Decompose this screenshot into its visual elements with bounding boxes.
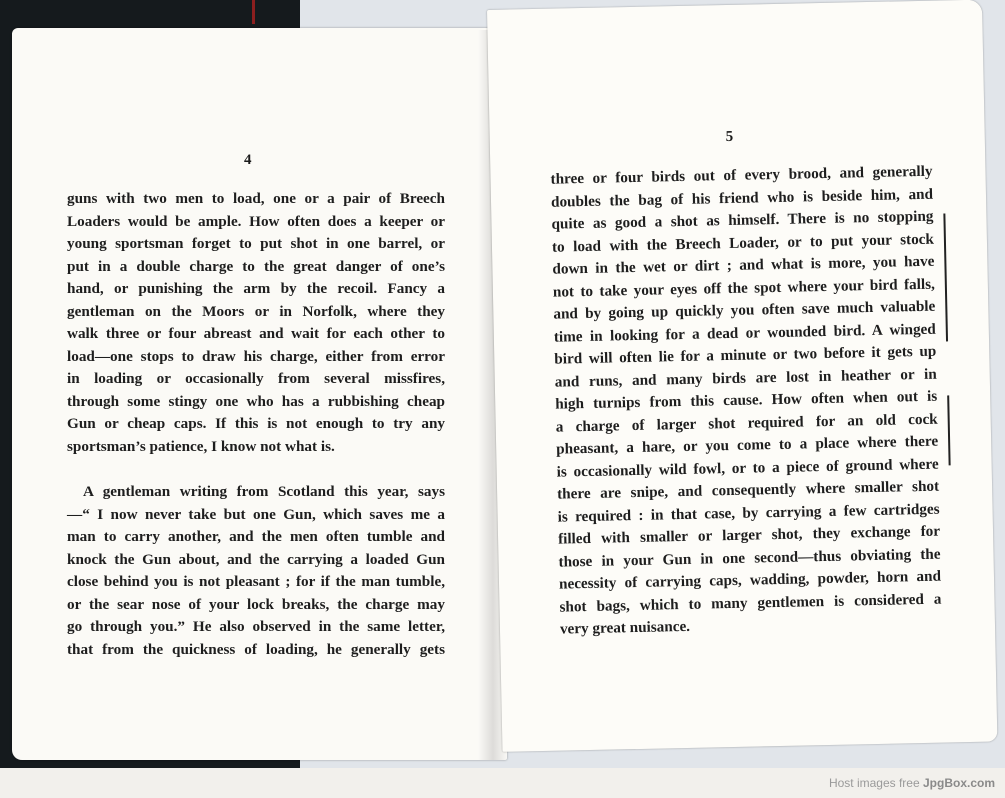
text-line: put in a double charge to the great danger of one’s (67, 257, 445, 275)
text-line: necessity of carrying caps, wadding, powder, horn and (558, 567, 942, 593)
margin-line-mark (943, 213, 948, 341)
text-line: Loaders would be ample. How often does a keeper or (67, 212, 445, 230)
margin-line-mark (947, 395, 950, 465)
text-line: and runs, and many birds are lost in heather or in (554, 365, 937, 391)
text-line: guns with two men to load, one or a pair of Breech (67, 190, 445, 207)
text-line: close behind you is not pleasant ; for if the man tumble, (67, 573, 445, 590)
text-line: there are snipe, and consequently where smaller shot (556, 477, 940, 503)
text-line: or the sear nose of your lock breaks, the charge may (67, 595, 445, 613)
image-host-footer (0, 768, 1005, 798)
text-line: A gentleman writing from Scotland this year, says (83, 483, 445, 500)
credit-brand: JpgBox.com (922, 776, 995, 790)
text-line: through some stingy one who has a rubbishing cheap (67, 392, 445, 410)
text-line: doubles the bag of his friend who is beside him, and (550, 185, 934, 211)
page-text (550, 161, 942, 641)
text-line: sportsman’s patience, I know not what is. (67, 437, 335, 455)
text-line: pheasant, a hare, or you come to a place where there (556, 432, 939, 458)
text-line: bird will often lie for a minute or two before it gets up (554, 342, 937, 368)
text-line: very great nuisance. (559, 617, 691, 638)
text-line: quite as good a shot as himself. There is no stopping (551, 207, 934, 233)
left-page (12, 28, 507, 760)
text-line: load—one stops to draw his charge, either from error (67, 347, 445, 365)
text-line: is occasionally wild fowl, or to a piece of ground where (556, 455, 939, 481)
host-credit[interactable] (829, 776, 995, 790)
text-line: that from the quickness of loading, he generally gets (67, 640, 445, 658)
page-number: 5 (725, 128, 734, 146)
text-line: man to carry another, and the men often tumble and (67, 528, 445, 545)
text-line: a charge of larger shot required for an old cock (555, 410, 938, 436)
text-line: is required : in that case, by carrying a few cartridges (557, 500, 940, 526)
text-line: in loading or occasionally from several missfires, (67, 370, 445, 387)
red-mark (252, 0, 255, 24)
text-line: go through you.” He also observed in the same letter, (67, 618, 445, 635)
text-line: walk three or four abreast and wait for each other to (67, 325, 445, 342)
credit-prefix: Host images free (828, 776, 923, 790)
text-line: gentleman on the Moors or in Norfolk, where they (67, 302, 445, 320)
text-line: Gun or cheap caps. If this is not enough to try any (67, 415, 445, 432)
text-line: those in your Gun in one second—thus obviating the (558, 545, 941, 571)
right-page (487, 0, 997, 752)
text-line: young sportsman forget to put shot in one barrel, or (67, 235, 445, 252)
text-line: time in looking for a dead or wounded bird. A winged (553, 320, 936, 346)
text-line: —“ I now never take but one Gun, which saves me a (67, 505, 445, 523)
text-line: shot bags, which to many gentlemen is considered a (559, 590, 942, 616)
page-number: 4 (244, 152, 252, 168)
page-text (67, 188, 445, 661)
text-line: high turnips from this cause. How often when out is (555, 387, 938, 413)
text-line: down in the wet or dirt ; and what is more, you have (552, 252, 935, 278)
text-line: knock the Gun about, and the carrying a loaded Gun (67, 550, 445, 568)
text-line: hand, or punishing the arm by the recoil. Fancy a (67, 280, 445, 297)
text-line: to load with the Breech Loader, or to put your stock (551, 230, 935, 256)
text-line: three or four birds out of every brood, and generally (550, 162, 933, 188)
text-line: not to take your eyes off the spot where your bird falls, (552, 275, 936, 301)
text-line: filled with smaller or larger shot, they exchange for (557, 522, 941, 548)
text-line: and by going up quickly you often save much valuable (553, 297, 936, 323)
